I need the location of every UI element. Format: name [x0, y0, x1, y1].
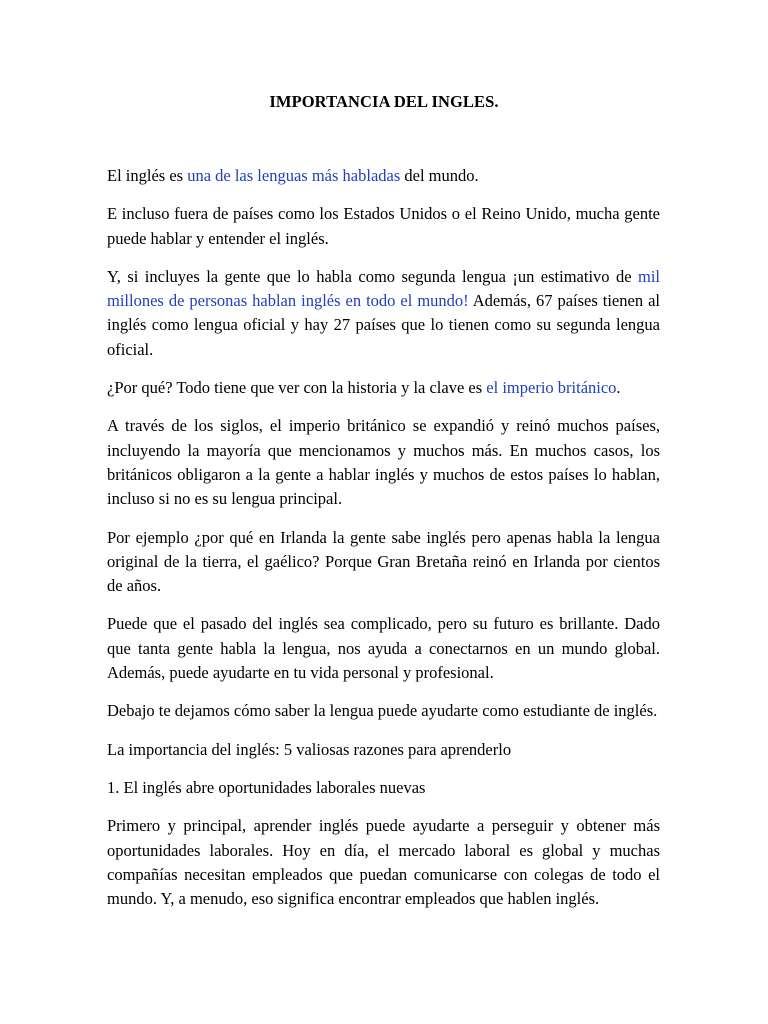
paragraph-7: Puede que el pasado del inglés sea complicado, pero su futuro es brillante. Dado que tanta gente habla la lengua, nos ayuda a conectarnos en un mundo global. Además, puede ayudarte en tu vida personal y profesional.	[107, 614, 660, 683]
paragraph-5: A través de los siglos, el imperio británico se expandió y reinó muchos países, incluyendo la mayoría que mencionamos y muchos más. En muchos casos, los británicos obligaron a la gente a hablar inglés y muchos de estos países lo hablan, incluso si no es su lengua principal.	[107, 416, 660, 509]
paragraph-1-text-a: El inglés es	[107, 166, 188, 185]
paragraph-4-text-b: .	[616, 378, 621, 398]
paragraph-4	[107, 376, 660, 400]
paragraph-4-text-a: ¿Por qué? Todo tiene que ver con la historia y la clave es	[107, 378, 487, 398]
paragraph-1	[107, 164, 660, 188]
paragraph-3	[107, 265, 660, 362]
paragraph-3-text-a: Y, si incluyes la gente que lo habla como segunda lengua ¡un estimativo de	[107, 266, 638, 286]
link-lenguas-mas-habladas[interactable]: una de las lenguas más habladas	[187, 166, 401, 185]
paragraph-10: 1. El inglés abre oportunidades laborales nuevas	[107, 777, 426, 797]
paragraph-11: Primero y principal, aprender inglés puede ayudarte a perseguir y obtener más oportunidades laborales. Hoy en día, el mercado laboral es global y muchas compañías necesitan empleados que puedan comunicarse con colegas de todo el mundo. Y, a menudo, eso significa encontrar empleados que hablen inglés.	[107, 816, 660, 909]
paragraph-6: Por ejemplo ¿por qué en Irlanda la gente sabe inglés pero apenas habla la lengua original de la tierra, el gaélico? Porque Gran Bretaña reinó en Irlanda por cientos de años.	[107, 527, 660, 596]
paragraph-8: Debajo te dejamos cómo saber la lengua puede ayudarte como estudiante de inglés.	[107, 701, 658, 721]
document-title: IMPORTANCIA DEL INGLES.	[269, 92, 499, 111]
paragraph-2: E incluso fuera de países como los Estados Unidos o el Reino Unido, mucha gente puede hablar y entender el inglés.	[107, 204, 660, 248]
link-imperio-britanico[interactable]: el imperio británico	[486, 378, 617, 398]
paragraph-3-text-b: Además, 67 países tienen al inglés como lengua oficial y hay 27 países que lo tienen como su segunda lengua oficial.	[107, 291, 660, 359]
link-mil-millones[interactable]: mil millones de personas hablan inglés en todo el mundo!	[107, 266, 660, 311]
document-body	[107, 164, 660, 925]
paragraph-9: La importancia del inglés: 5 valiosas razones para aprenderlo	[107, 739, 512, 759]
paragraph-1-text-b: del mundo.	[400, 166, 479, 185]
